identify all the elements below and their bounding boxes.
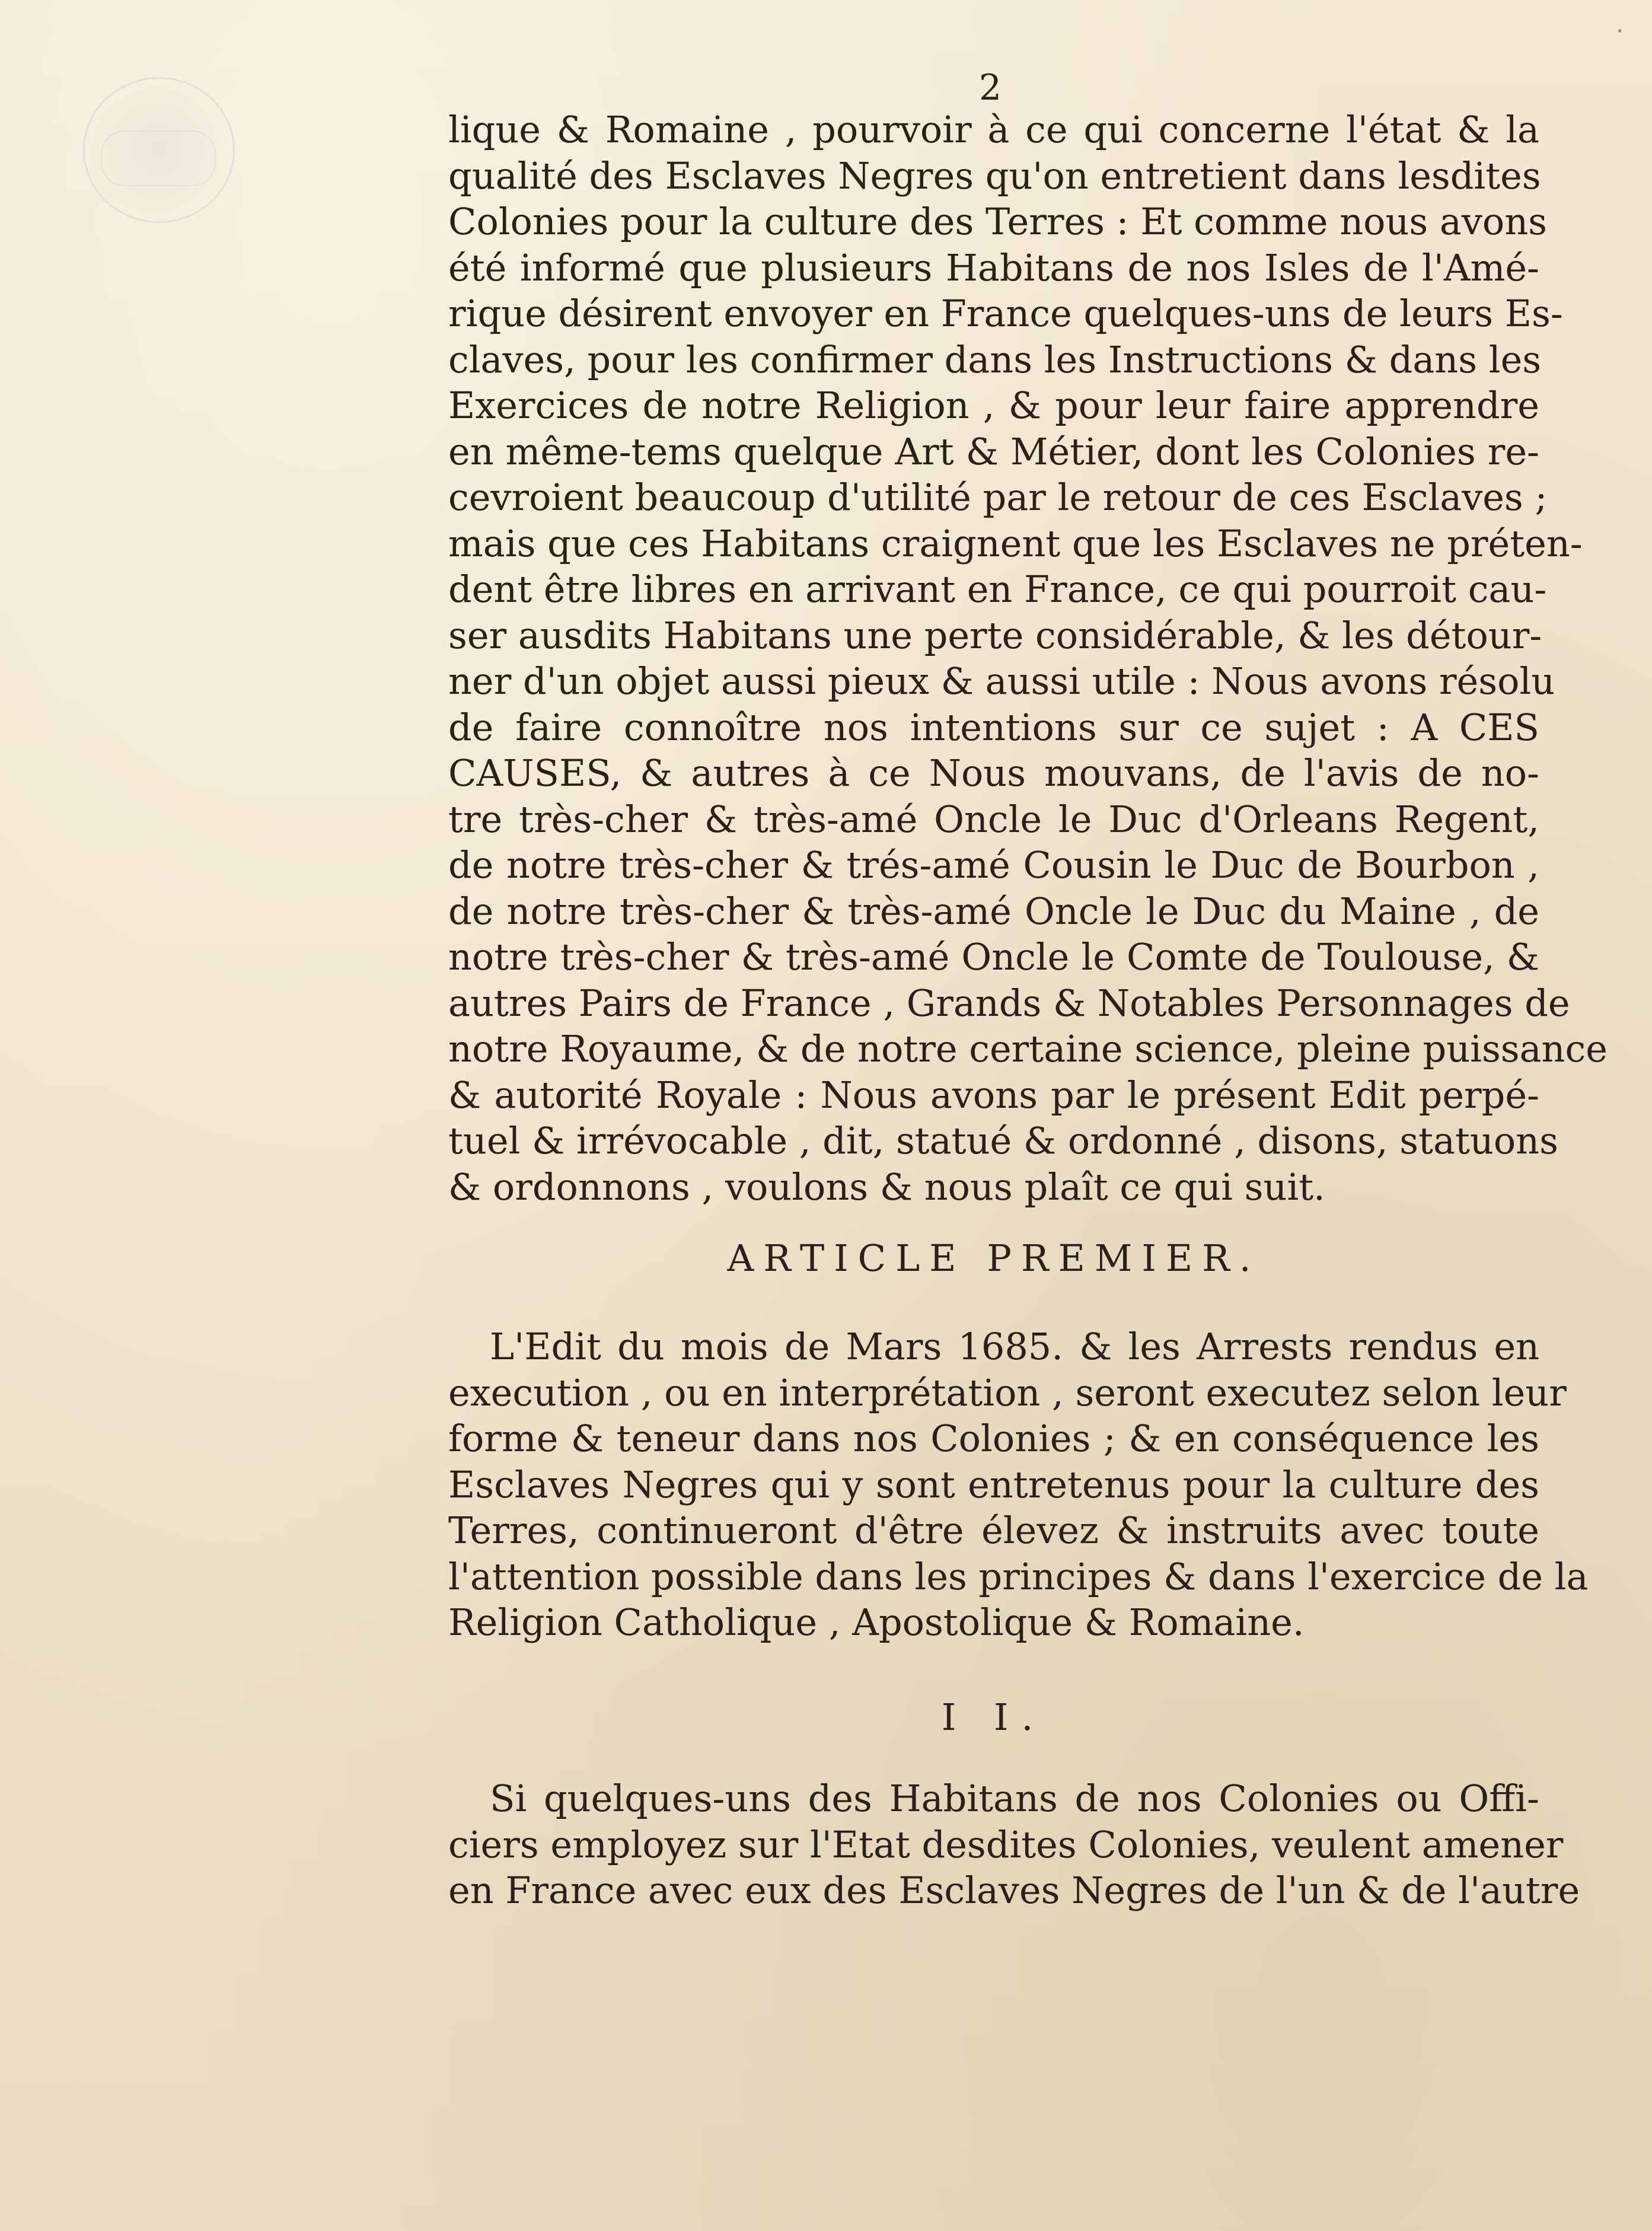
text-line: en même-tems quelque Art & Métier, dont les Colonies re- (448, 429, 1539, 473)
text-line: lique & Romaine , pourvoir à ce qui concerne l'état & la (448, 108, 1539, 151)
text-line: rique désirent envoyer en France quelques-uns de leurs Es- (448, 292, 1563, 335)
text-line: Religion Catholique , Apostolique & Romaine. (448, 1601, 1305, 1644)
text-line: ciers employez sur l'Etat desdites Colonies, veulent amener (448, 1822, 1564, 1866)
text-line: Colonies pour la culture des Terres : Et comme nous avons (448, 200, 1547, 243)
text-line: Si quelques-uns des Habitans de nos Colonies ou Offi- (490, 1777, 1539, 1820)
text-line: CAUSES, & autres à ce Nous mouvans, de l'avis de no- (448, 751, 1539, 795)
text-line: de notre très-cher & trés-amé Cousin le Duc de Bourbon , (448, 843, 1539, 887)
article-heading: I I. (941, 1695, 1047, 1739)
page-number: 2 (978, 67, 1002, 109)
text-line: claves, pour les confirmer dans les Instructions & dans les (448, 337, 1542, 381)
text-line: Esclaves Negres qui y sont entretenus pour la culture des (448, 1462, 1539, 1506)
text-line: Exercices de notre Religion , & pour leur faire apprendre (448, 384, 1539, 427)
text-line: forme & teneur dans nos Colonies ; & en conséquence les (448, 1417, 1539, 1460)
library-stamp-mark (101, 130, 216, 186)
text-line: cevroient beaucoup d'utilité par le retour de ces Esclaves ; (448, 476, 1548, 519)
text-line: été informé que plusieurs Habitans de nos Isles de l'Amé- (448, 246, 1539, 289)
text-line: notre Royaume, & de notre certaine science, pleine puissance (448, 1027, 1608, 1070)
text-line: autres Pairs de France , Grands & Notables Personnages de (448, 981, 1570, 1025)
text-line: tuel & irrévocable , dit, statué & ordonné , disons, statuons (448, 1119, 1558, 1162)
text-line: Terres, continueront d'être élevez & instruits avec toute (448, 1509, 1539, 1552)
text-line: execution , ou en interprétation , seront executez selon leur (448, 1371, 1567, 1414)
text-line: de faire connoître nos intentions sur ce sujet : A CES (448, 705, 1539, 749)
text-line: ner d'un objet aussi pieux & aussi utile : Nous avons résolu (448, 659, 1555, 703)
text-line: tre très-cher & très-amé Oncle le Duc d'Orleans Regent, (448, 797, 1539, 841)
text-line: dent être libres en arrivant en France, ce qui pourroit cau- (448, 568, 1547, 611)
text-line: notre très-cher & très-amé Oncle le Comte de Toulouse, & (448, 935, 1539, 979)
text-line: qualité des Esclaves Negres qu'on entretient dans lesdites (448, 154, 1541, 197)
paragraph-article-two (448, 1776, 1580, 1914)
corner-mark: · (1616, 18, 1624, 45)
text-line: en France avec eux des Esclaves Negres de l'un & de l'autre (448, 1869, 1580, 1912)
paragraph-article-premier (448, 1324, 1589, 1646)
text-line: mais que ces Habitans craignent que les Esclaves ne préten- (448, 521, 1583, 565)
text-line: & autorité Royale : Nous avons par le présent Edit perpé- (448, 1073, 1539, 1117)
text-line: l'attention possible dans les principes & dans l'exercice de la (448, 1554, 1589, 1598)
text-line: L'Edit du mois de Mars 1685. & les Arrests rendus en (490, 1325, 1539, 1368)
text-line: ser ausdits Habitans une perte considérable, & les détour- (448, 613, 1542, 657)
article-heading: ARTICLE PREMIER. (727, 1236, 1261, 1280)
text-line: de notre très-cher & très-amé Oncle le Duc du Maine , de (448, 889, 1539, 933)
text-line: & ordonnons , voulons & nous plaît ce qui suit. (448, 1165, 1325, 1209)
paragraph-decree-preamble (448, 107, 1608, 1210)
